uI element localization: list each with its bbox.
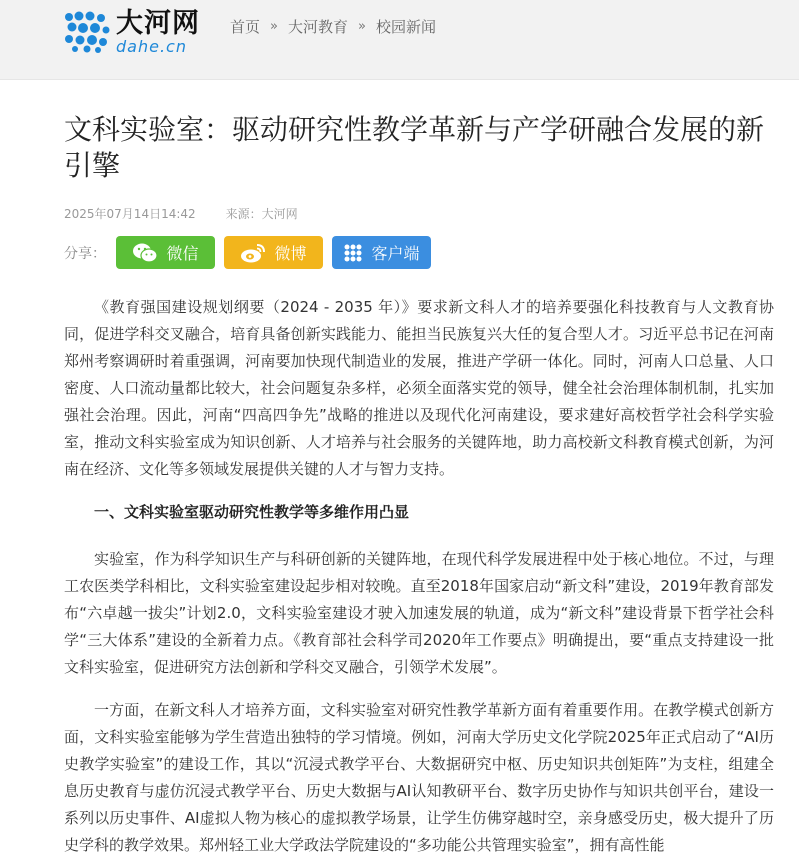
paragraph: 《教育强国建设规划纲要（2024 - 2035 年）》要求新文科人才的培养要强化科技教育与人文教育协同，促进学科交叉融合，培育具备创新实践能力、能担当民族复兴大任的复合型人才。习近平总书记在河南郑州考察调研时着重强调，河南要加快现代制造业的发展，推进产学研一体化。同时，河南人口总量、人口密度、人口流动量都比较大，社会问题复杂多样，必须全面落实党的领导，健全社会治理体制机制，扎实加强社会治理。因此，河南“四高四争先”战略的推进以及现代化河南建设，要求建好高校哲学社会科学实验室，推动文科实验室成为知识创新、人才培养与社会服务的关键阵地，助力高校新文科教育模式创新，为河南在经济、文化等多领域发展提供关键的人才与智力支持。 bbox=[64, 298, 774, 478]
breadcrumb-education[interactable]: 大河教育 bbox=[287, 18, 348, 36]
share-label: 分享： bbox=[64, 245, 106, 262]
article-source: 来源：大河网 bbox=[225, 207, 298, 221]
logo-mark-icon bbox=[64, 11, 110, 53]
paragraph: 实验室，作为科学知识生产与科研创新的关键阵地，在现代科学发展进程中处于核心地位。不过，与理工农医类学科相比，文科实验室建设起步相对较晚。直至2018年国家启动“新文科”建设，2019年教育部发布“六卓越一拔尖”计划2.0，文科实验室建设才驶入加速发展的轨道，成为“新文科”建设背景下哲学社会科学“三大体系”建设的全新着力点。《教育部社会科学司2020年工作要点》明确提出，要“重点支持建设一批文科实验室，促进研究方法创新和学科交叉融合，引领学术发展”。 bbox=[64, 550, 774, 676]
share-client-label: 客户端 bbox=[371, 244, 420, 263]
article-title: 文科实验室：驱动研究性教学革新与产学研融合发展的新引擎 bbox=[64, 113, 765, 182]
logo-cn-text: 大河网 bbox=[116, 7, 200, 39]
section-heading: 一、文科实验室驱动研究性教学等多维作用凸显 bbox=[94, 503, 410, 521]
weibo-icon bbox=[240, 242, 266, 264]
paragraph: 一方面，在新文科人才培养方面，文科实验室对研究性教学革新方面有着重要作用。在教学模式创新方面，文科实验室能够为学生营造出独特的学习情境。例如，河南大学历史文化学院2025年正式启动了“AI历史教学实验室”的建设工作，其以“沉浸式教学平台、大数据研究中枢、历史知识共创矩阵”为支柱，组建全息历史教育与虚仿沉浸式教学平台、历史大数据与AI认知教研平台、数字历史协作与知识共创平台，建设一系列以历史事件、AI虚拟人物为核心的虚拟教学场景，让学生仿佛穿越时空，亲身感受历史，极大提升了历史学科的教学效果。郑州轻工业大学政法学院建设的“多功能公共管理实验室”，拥有高性能 bbox=[64, 701, 774, 854]
article-meta bbox=[64, 205, 298, 222]
app-client-icon bbox=[343, 243, 363, 263]
share-weibo-label: 微博 bbox=[274, 244, 307, 263]
breadcrumb bbox=[230, 16, 436, 37]
breadcrumb-separator: » bbox=[270, 19, 278, 34]
breadcrumb-home[interactable]: 首页 bbox=[230, 18, 261, 36]
logo-en-text: dahe.cn bbox=[116, 36, 187, 56]
article-body bbox=[64, 294, 774, 854]
share-wechat-label: 微信 bbox=[166, 244, 199, 263]
share-wechat-button[interactable] bbox=[116, 236, 215, 269]
wechat-icon bbox=[132, 242, 158, 264]
breadcrumb-separator: » bbox=[358, 19, 366, 34]
share-client-button[interactable] bbox=[332, 236, 431, 269]
site-logo[interactable] bbox=[64, 8, 200, 56]
site-header bbox=[0, 0, 799, 80]
publish-date: 2025年07月14日14:42 bbox=[64, 207, 196, 221]
share-bar bbox=[64, 236, 440, 269]
share-weibo-button[interactable] bbox=[224, 236, 323, 269]
breadcrumb-campus-news[interactable]: 校园新闻 bbox=[375, 18, 436, 36]
